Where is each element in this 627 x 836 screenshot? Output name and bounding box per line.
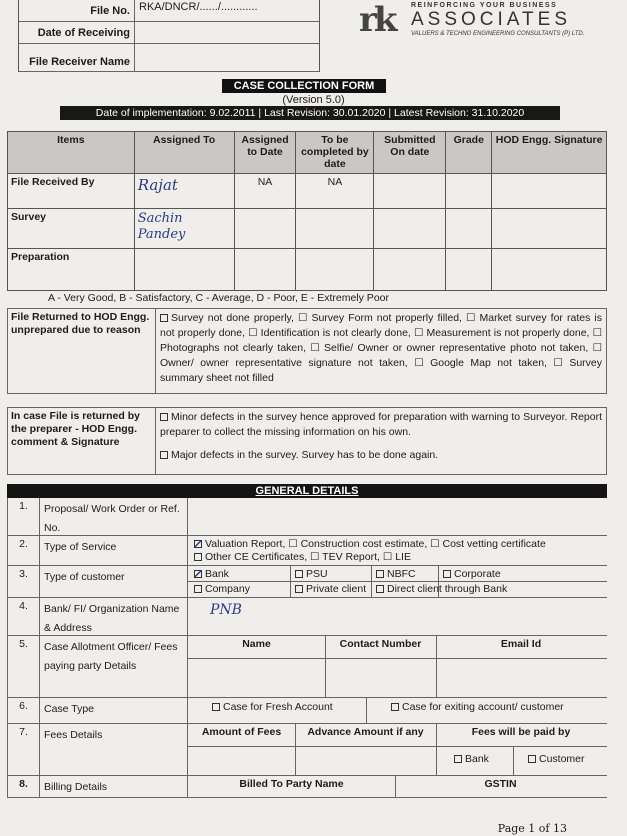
row-label: Case Allotment Officer/ Fees paying party Details bbox=[40, 636, 188, 697]
items-header-row bbox=[8, 132, 607, 174]
date-of-receiving-row bbox=[19, 22, 319, 44]
row-label: Type of customer bbox=[40, 566, 188, 597]
table-row bbox=[7, 724, 607, 776]
row-label: Fees Details bbox=[40, 724, 188, 775]
signature-cell[interactable] bbox=[492, 209, 607, 249]
row-number: 8. bbox=[8, 776, 40, 797]
col-contact: Contact Number bbox=[339, 638, 422, 650]
col-items: Items bbox=[8, 132, 135, 174]
items-table bbox=[7, 131, 607, 291]
item-label: Preparation bbox=[8, 249, 135, 291]
checkbox[interactable] bbox=[160, 314, 168, 322]
signature-cell[interactable] bbox=[492, 249, 607, 291]
paid-by-bank-label: Bank bbox=[465, 753, 489, 765]
row-number: 6. bbox=[8, 698, 40, 723]
returned-to-hod-section bbox=[7, 308, 607, 394]
row-number: 3. bbox=[8, 566, 40, 597]
col-assigned-date: Assigned to Date bbox=[234, 132, 296, 174]
paid-by-customer-label: Customer bbox=[539, 753, 585, 765]
returned-by-preparer-section bbox=[7, 407, 607, 475]
assigned-to-cell[interactable]: Sachin Pandey bbox=[134, 209, 234, 249]
table-row bbox=[7, 698, 607, 724]
customer-opt-nbfc: NBFC bbox=[387, 568, 416, 580]
case-existing-label: Case for exiting account/ customer bbox=[402, 701, 564, 713]
grade-cell[interactable] bbox=[446, 209, 492, 249]
service-line-1: Valuation Report, ☐ Construction cost estimate, ☐ Cost vetting certificate bbox=[205, 538, 546, 550]
gstin-label: GSTIN bbox=[484, 778, 517, 790]
returned-by-preparer-label: In case File is returned by the preparer - HOD Engg. comment & Signature bbox=[8, 408, 156, 474]
item-label: File Received By bbox=[8, 174, 135, 209]
general-details-title bbox=[7, 484, 607, 498]
table-row bbox=[8, 174, 607, 209]
general-details-table bbox=[7, 498, 607, 798]
assigned-date-cell[interactable] bbox=[234, 209, 296, 249]
assigned-to-cell[interactable]: Rajat bbox=[134, 174, 234, 209]
submitted-cell[interactable] bbox=[374, 174, 446, 209]
table-row bbox=[7, 598, 607, 636]
file-receiver-field[interactable] bbox=[134, 44, 319, 71]
checkbox[interactable] bbox=[391, 703, 399, 711]
col-name: Name bbox=[242, 638, 271, 650]
col-submitted: Submitted On date bbox=[374, 132, 446, 174]
submitted-cell[interactable] bbox=[374, 209, 446, 249]
col-grade: Grade bbox=[446, 132, 492, 174]
assigned-date-cell[interactable] bbox=[234, 249, 296, 291]
work-order-field[interactable] bbox=[188, 498, 607, 535]
fees-details bbox=[188, 724, 607, 775]
grade-cell[interactable] bbox=[446, 174, 492, 209]
returned-to-hod-label: File Returned to HOD Engg. unprepared due to reason bbox=[8, 309, 156, 393]
checkbox[interactable] bbox=[160, 413, 168, 421]
checkbox[interactable] bbox=[295, 585, 303, 593]
case-fresh-label: Case for Fresh Account bbox=[223, 701, 333, 713]
table-row bbox=[7, 636, 607, 698]
checkbox[interactable] bbox=[160, 451, 168, 459]
complete-by-cell[interactable] bbox=[296, 249, 374, 291]
checkbox[interactable] bbox=[443, 570, 451, 578]
grade-legend: A - Very Good, B - Satisfactory, C - Average, D - Poor, E - Extremely Poor bbox=[48, 292, 389, 304]
file-no-label: File No. bbox=[90, 5, 130, 17]
file-receiver-label: File Receiver Name bbox=[29, 56, 130, 68]
table-row bbox=[8, 209, 607, 249]
logo-tagline: REINFORCING YOUR BUSINESS bbox=[411, 2, 558, 9]
checkbox[interactable] bbox=[295, 570, 303, 578]
table-row bbox=[7, 776, 607, 798]
col-paid-by: Fees will be paid by bbox=[471, 726, 571, 738]
service-line-2: Other CE Certificates, ☐ TEV Report, ☐ LIE bbox=[205, 551, 411, 563]
preparer-options bbox=[156, 408, 606, 474]
row-number: 7. bbox=[8, 724, 40, 775]
form-title: CASE COLLECTION FORM bbox=[222, 79, 386, 93]
checkbox-checked[interactable] bbox=[194, 540, 202, 548]
date-of-receiving-field[interactable] bbox=[134, 22, 319, 43]
returned-reasons bbox=[156, 309, 606, 393]
col-assigned-to: Assigned To bbox=[134, 132, 234, 174]
customer-opt-direct: Direct client through Bank bbox=[387, 583, 508, 595]
bank-name-value: PNB bbox=[210, 602, 242, 618]
bank-name-field[interactable] bbox=[188, 598, 607, 635]
logo-name: ASSOCIATES bbox=[411, 9, 572, 30]
page-number: Page 1 of 13 bbox=[497, 822, 567, 835]
file-no-row bbox=[19, 0, 319, 22]
customer-opt-private: Private client bbox=[306, 583, 367, 595]
billing-details bbox=[188, 776, 607, 797]
logo-subtitle: VALUERS & TECHNO ENGINEERING CONSULTANTS (P) LTD. bbox=[411, 31, 585, 37]
service-type-options bbox=[188, 536, 607, 565]
table-row bbox=[7, 566, 607, 598]
file-no-value[interactable]: RKA/DNCR/....../............ bbox=[134, 0, 319, 21]
checkbox[interactable] bbox=[376, 570, 384, 578]
checkbox[interactable] bbox=[376, 585, 384, 593]
table-row bbox=[7, 498, 607, 536]
checkbox[interactable] bbox=[194, 585, 202, 593]
col-hod-signature: HOD Engg. Signature bbox=[492, 132, 607, 174]
assigned-date-cell[interactable]: NA bbox=[234, 174, 296, 209]
row-number: 5. bbox=[8, 636, 40, 697]
row-number: 1. bbox=[8, 498, 40, 535]
col-complete-by: To be completed by date bbox=[296, 132, 374, 174]
customer-opt-bank: Bank bbox=[205, 568, 229, 580]
checkbox[interactable] bbox=[212, 703, 220, 711]
col-email: Email Id bbox=[500, 638, 542, 650]
row-label: Proposal/ Work Order or Ref. No. bbox=[40, 498, 188, 535]
form-version: (Version 5.0) bbox=[282, 94, 345, 106]
table-row bbox=[8, 249, 607, 291]
company-logo bbox=[355, 0, 605, 42]
date-of-receiving-label: Date of Receiving bbox=[37, 27, 130, 39]
row-label: Case Type bbox=[40, 698, 188, 723]
officer-details bbox=[188, 636, 607, 697]
row-number: 2. bbox=[8, 536, 40, 565]
row-label: Billing Details bbox=[40, 776, 188, 797]
general-details-title-text: GENERAL DETAILS bbox=[255, 485, 359, 497]
case-type-options bbox=[188, 698, 607, 723]
signature-cell[interactable] bbox=[492, 174, 607, 209]
submitted-cell[interactable] bbox=[374, 249, 446, 291]
customer-type-options bbox=[188, 566, 607, 597]
customer-opt-company: Company bbox=[205, 583, 250, 595]
checkbox-checked[interactable] bbox=[194, 570, 202, 578]
minor-defects-text: Minor defects in the survey hence approved for preparation with warning to Surveyor. Report preparer to collect the missing information on his own. bbox=[160, 411, 602, 438]
table-row bbox=[7, 536, 607, 566]
major-defects-text: Major defects in the survey. Survey has to be done again. bbox=[171, 449, 439, 461]
row-label: Bank/ FI/ Organization Name & Address bbox=[40, 598, 188, 635]
checkbox[interactable] bbox=[454, 755, 462, 763]
revision-info: Date of implementation: 9.02.2011 | Last Revision: 30.01.2020 | Latest Revision: 31.10.2020 bbox=[60, 106, 560, 120]
col-amount: Amount of Fees bbox=[201, 726, 282, 738]
checkbox[interactable] bbox=[528, 755, 536, 763]
file-info-block bbox=[18, 0, 320, 72]
returned-reasons-text: Survey not done properly, ☐ Survey Form not properly filled, ☐ Market survey for rates is not properly done, ☐ Identification is not clearly done, ☐ Measurement is not properly done, ☐ Photographs not clearly taken, ☐ Selfie/ Owner or owner representative photo not taken, ☐ Owner/ owner representative signature not taken, ☐ Google Map not taken, ☐ Survey summary sheet not filled bbox=[160, 312, 602, 384]
checkbox[interactable] bbox=[194, 553, 202, 561]
customer-opt-psu: PSU bbox=[306, 568, 328, 580]
row-number: 4. bbox=[8, 598, 40, 635]
billed-to-label: Billed To Party Name bbox=[239, 778, 344, 790]
complete-by-cell[interactable]: NA bbox=[296, 174, 374, 209]
item-label: Survey bbox=[8, 209, 135, 249]
assigned-to-cell[interactable] bbox=[134, 249, 234, 291]
row-label: Type of Service bbox=[40, 536, 188, 565]
customer-opt-corporate: Corporate bbox=[454, 568, 501, 580]
file-receiver-row bbox=[19, 44, 319, 72]
complete-by-cell[interactable] bbox=[296, 209, 374, 249]
grade-cell[interactable] bbox=[446, 249, 492, 291]
col-advance: Advance Amount if any bbox=[307, 726, 424, 738]
logo-mark-icon: rk bbox=[359, 0, 395, 40]
